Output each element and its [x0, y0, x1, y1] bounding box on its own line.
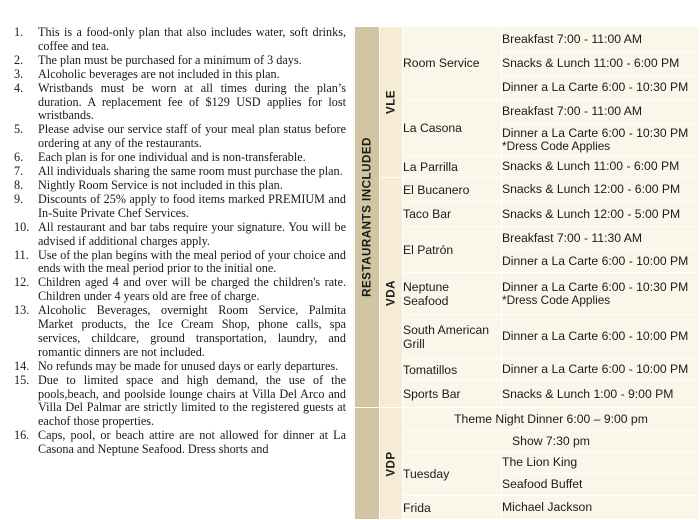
- rule-item: 2. The plan must be purchased for a minimum of 3 days.: [14, 52, 302, 67]
- meal-period: Snacks & Lunch 12:00 - 5:00 PM: [502, 202, 700, 227]
- theme-night-show: Michael Jackson: [502, 496, 700, 520]
- rule-item: 8. Nightly Room Service is not included in this plan.: [14, 177, 283, 192]
- table-row: [355, 227, 700, 250]
- rule-item: 1. This is a food-only plan that also includes water, soft drinks, coffee and tea.: [14, 25, 346, 53]
- table-row: [355, 315, 700, 359]
- table-row: [355, 156, 700, 178]
- restaurant-schedule-panel: [354, 26, 700, 515]
- meal-period: Dinner a La Carte 6:00 - 10:30 PM *Dress Code Applies: [502, 124, 700, 156]
- dress-code-note: *Dress Code Applies: [502, 292, 611, 307]
- restaurant-name: La Casona: [403, 100, 502, 156]
- restaurant-name: South American Grill: [403, 315, 502, 359]
- meal-period: Breakfast 7:00 - 11:00 AM: [502, 27, 700, 52]
- table-row: [355, 452, 700, 474]
- restaurant-name: Neptune Seafood: [403, 273, 502, 315]
- table-row: [355, 202, 700, 227]
- restaurant-name: Room Service: [403, 27, 502, 100]
- theme-night-day: Frida: [403, 496, 502, 520]
- rule-item: 16. Caps, pool, or beach attire are not allowed for dinner at La Casona and Neptune Seafood. Dress shorts and: [14, 428, 346, 457]
- show-time: Show 7:30 pm: [403, 431, 700, 452]
- table-row: [355, 27, 700, 52]
- rule-item: 13. Alcoholic Beverages, overnight Room Service, Palmita Market products, the Ice Cream Shop, phone calls, spa services, childcare, ground transportation, laundry, and romantic dinners are not included.: [14, 303, 346, 359]
- meal-period: Snacks & Lunch 12:00 - 6:00 PM: [502, 178, 700, 202]
- rule-item: 12. Children aged 4 and over will be charged the children's rate. Children under 4 years old are free of charge.: [14, 275, 346, 304]
- theme-night-title: Theme Night Dinner 6:00 – 9:00 pm: [403, 408, 700, 431]
- theme-night-day: Tuesday: [403, 452, 502, 496]
- restaurant-schedule-table: [354, 26, 700, 520]
- rule-item: 6. Each plan is for one individual and is non-transferable.: [14, 150, 306, 165]
- meal-period: Snacks & Lunch 1:00 - 9:00 PM: [502, 381, 700, 408]
- restaurant-name: Taco Bar: [403, 202, 502, 227]
- table-row: [355, 431, 700, 452]
- table-row: [355, 178, 700, 202]
- meal-period: Snacks & Lunch 11:00 - 6:00 PM: [502, 52, 700, 76]
- meal-plan-rules-list: [0, 26, 346, 457]
- restaurant-name: El Bucanero: [403, 178, 502, 202]
- rule-item: 15. Due to limited space and high demand, the use of the pools,beach, and poolside lounge chairs at Villa Del Arco and Villa Del Palmar are strictly limited to the registered guests at eachof those properties.: [14, 372, 346, 429]
- rule-item: 10. All restaurant and bar tabs require your signature. You will be advised if additional charges apply.: [14, 219, 346, 248]
- meal-period: Dinner a La Carte 6:00 - 10:00 PM: [502, 315, 700, 359]
- table-row: [355, 359, 700, 381]
- meal-period: Snacks & Lunch 11:00 - 6:00 PM: [502, 156, 700, 178]
- group-label-vdp: VDP: [380, 408, 403, 520]
- rule-item: 9. Discounts of 25% apply to food items marked PREMIUM and In-Suite Private Chef Services.: [14, 191, 346, 220]
- rule-item: 4. Wristbands must be worn at all times during the plan’s duration. A replacement fee of $129 USD applies for lost wristbands.: [14, 80, 346, 123]
- meal-period: Breakfast 7:00 - 11:30 AM: [502, 227, 700, 250]
- table-row: [355, 100, 700, 124]
- rule-item: 3. Alcoholic beverages are not included in this plan.: [14, 66, 280, 81]
- table-row: [355, 408, 700, 431]
- rule-item: 7. All individuals sharing the same room must purchase the plan.: [14, 164, 343, 179]
- meal-period: Breakfast 7:00 - 11:00 AM: [502, 100, 700, 124]
- restaurant-name: La Parrilla: [403, 156, 502, 178]
- restaurant-name: El Patrón: [403, 227, 502, 273]
- restaurant-name: Sports Bar: [403, 381, 502, 408]
- table-row: [355, 273, 700, 315]
- table-row: [355, 496, 700, 520]
- rule-item: 5. Please advise our service staff of your meal plan status before ordering at any of the restaurants.: [14, 122, 346, 151]
- theme-night-buffet: Seafood Buffet: [502, 474, 700, 496]
- meal-period: Dinner a La Carte 6:00 - 10:30 PM *Dress Code Applies: [502, 273, 700, 315]
- restaurants-included-label: RESTAURANTS INCLUDED: [355, 27, 380, 408]
- rule-item: 11. Use of the plan begins with the meal period of your choice and ends with the meal period prior to the initial one.: [14, 247, 346, 276]
- theme-night-show: The Lion King: [502, 452, 700, 474]
- restaurants-included-label-continued: [355, 408, 380, 520]
- meal-period: Dinner a La Carte 6:00 - 10:00 PM: [502, 359, 700, 381]
- group-label-vda: VDA: [380, 178, 403, 408]
- table-row: [355, 381, 700, 408]
- meal-period: Dinner a La Carte 6:00 - 10:00 PM: [502, 250, 700, 273]
- meal-period: Dinner a La Carte 6:00 - 10:30 PM: [502, 76, 700, 100]
- restaurant-name: Tomatillos: [403, 359, 502, 381]
- dress-code-note: *Dress Code Applies: [502, 138, 611, 153]
- rule-item: 14. No refunds may be made for unused days or early departures.: [14, 358, 339, 373]
- group-label-vle: VLE: [380, 27, 403, 178]
